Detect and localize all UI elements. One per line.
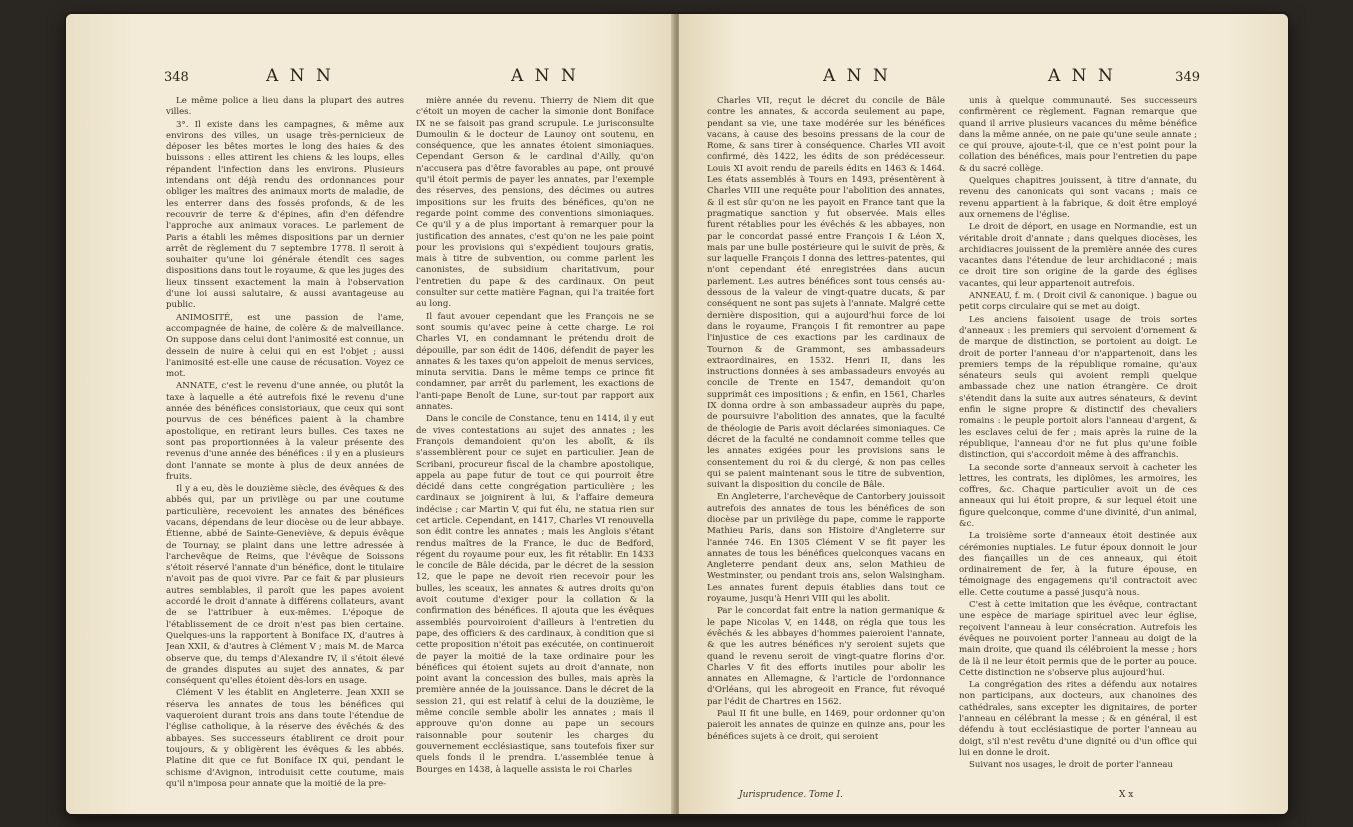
- paragraph: La seconde sorte d'anneaux servoit à cacheter les lettres, les contrats, les diplômes, les armoires, les coffres, &c. Chaque particulier avoit un de ces anneaux qui lui étoit propre, & sur lequel étoit une figure quelconque, comme d'une divinité, d'un animal, &c.: [959, 462, 1197, 529]
- paragraph: ANNEAU, f. m. ( Droit civil & canonique. ) bague ou petit corps circulaire qui se met au doigt.: [959, 291, 1197, 313]
- paragraph: En Angleterre, l'archevêque de Cantorbery jouissoit autrefois des annates de tous les bénéfices de son diocèse par un privilège du pape, comme le rapporte Mathieu Paris, dans son Histoire d'Angleterre sur l'année 746. En 1305 Clément V se fit payer les annates de tous les bénéfices quelconques vacans en Angleterre pendant deux ans, selon Mathieu de Westminster, ou pendant trois ans, selon Walsingham. Les annates furent depuis établies dans tout ce royaume, jusqu'à Henri VIII qui les abolit.: [707, 492, 945, 605]
- paragraph: Dans le concile de Constance, tenu en 1414, il y eut de vives contestations au sujet des annates ; les François demandoient qu'on les abolît, & ils s'assemblèrent pour ce sujet en particulier. Jean de Scribani, procureur fiscal de la chambre apostolique, appela au pape futur de tout ce qui pourroit être décidé dans cette congrégation particulière ; les cardinaux se joignirent à lui, & l'affaire demeura indécise ; car Martin V, qui fut élu, ne statua rien sur cet article. Cependant, en 1417, Charles VI renouvella son édit contre les annates ; mais les Anglois s'étant rendus maîtres de la France, le duc de Bedford, régent du royaume pour eux, les fit rétablir. En 1433 le concile de Bâle décida, par le décret de la session 12, que le pape ne devoit rien recevoir pour les bulles, les sceaux, les annates & autres droits qu'on avoit coutume d'exiger pour la collation & la confirmation des bénéfices. Il ajouta que les évêques assemblés pourvoiroient d'ailleurs à l'entretien du pape, des officiers & des cardinaux, à condition que si cette proposition n'étoit pas exécutée, on continueroit de payer la moitié de la taxe ordinaire pour les bénéfices qui étoient sujets au droit d'annate, non point avant la concession des bulles, mais après la première année de la jouissance. Dans le décret de la session 21, qui est relatif à celui de la douzième, le même concile semble abolir les annates ; mais il approuve qu'on donne au pape un secours raisonnable pour soutenir les charges du gouvernement ecclésiastique, sans toutefois fixer sur quels fonds il le prendra. L'assemblée tenue à Bourges en 1438, à laquelle assista le roi Charles: [416, 414, 654, 775]
- paragraph: Suivant nos usages, le droit de porter l'anneau: [969, 760, 1174, 771]
- left-page-number: 348: [164, 70, 189, 85]
- right-column-2: [959, 96, 1197, 796]
- open-book: [66, 14, 1288, 814]
- left-running-head-1: A N N: [266, 66, 334, 86]
- paragraph: 3°. Il existe dans les campagnes, & même aux environs des villes, un usage très-pernicieux de déposer les bêtes mortes le long des haies & des buissons : elles attirent les chiens & les loups, elles répandent l'infection dans les environs. Plusieurs intendans ont déjà rendu des ordonnances pour obliger les maîtres des animaux morts de maladie, de les enterrer dans des fossés profonds, & de les recouvrir de terre & d'épines, afin d'en défendre l'approche aux animaux voraces. Le parlement de Paris a établi les mêmes dispositions par un dernier arrêt de règlement du 7 septembre 1778. Il seroit à souhaiter qu'une loi générale étendît ces sages dispositions dans tout le royaume, & que les juges des lieux tinssent exactement la main à l'observation d'une loi aussi salutaire, & aussi avantageuse au public.: [166, 119, 404, 311]
- paragraph: Le même police a lieu dans la plupart des autres villes.: [166, 96, 404, 118]
- left-column-1: [166, 96, 404, 796]
- paragraph: C'est à cette imitation que les évêque, contractant une espèce de mariage spirituel avec leur église, reçoivent l'anneau à leur consécration. Autrefois les évêques ne pouvoient porter l'anneau au doigt de la main droite, que quand ils célébroient la messe ; hors de là il ne leur étoit permis que de le porter au pouce. Cette distinction ne s'observe plus aujourd'hui.: [959, 600, 1197, 678]
- right-column-1: [707, 96, 945, 796]
- paragraph: Par le concordat fait entre la nation germanique & le pape Nicolas V, en 1448, on régla que tous les évêchés & les abbayes d'hommes paieroient l'annate, & que les autres bénéfices n'y seroient sujets que quand le revenu seroit de vingt-quatre florins d'or. Charles V fit des efforts inutiles pour abolir les annates en Allemagne, & l'article de l'ordonnance d'Orléans, qui les abrogeoit en France, fut révoqué par l'édit de Chartres en 1562.: [707, 606, 945, 707]
- right-page: [679, 14, 1288, 814]
- paragraph: Paul II fit une bulle, en 1469, pour ordonner qu'on paieroit les annates de quinze en quinze ans, pour les bénéfices sujets à ce droit, qui seroient: [707, 709, 945, 742]
- paragraph: unis à quelque communauté. Ses successeurs confirmèrent ce règlement. Fagnan remarque que quand il arrive plusieurs vacances du même bénéfice dans la même année, on ne paie qu'une seule annate ; ce qui prouve, ajoute-t-il, que ce n'est point pour la collation des bénéfices, mais pour l'entretien du pape & du sacré collège.: [959, 96, 1197, 174]
- paragraph: La congrégation des rites a défendu aux notaires non participans, aux docteurs, aux chanoines des cathédrales, sans excepter les dignitaires, de porter l'anneau en célébrant la messe ; & en général, il est défendu à tout ecclésiastique de porter l'anneau au doigt, s'il n'est revêtu d'une dignité ou d'un office qui lui en donne le droit.: [959, 680, 1197, 758]
- left-column-2: [416, 96, 654, 796]
- paragraph: La troisième sorte d'anneaux étoit destinée aux cérémonies nuptiales. Le futur époux donnoit le jour des fiançailles un de ces anneaux, qui étoit ordinairement de fer, à la future épouse, en témoignage des engagemens qu'il contractoit avec elle. Cette coutume a passé jusqu'à nous.: [959, 531, 1197, 598]
- left-running-head-2: A N N: [511, 66, 579, 86]
- paragraph: Quelques chapitres jouissent, à titre d'annate, du revenu des canonicats qui sont vacans ; mais ce revenu appartient à la fabrique, & doit être employé aux ornemens de l'église.: [959, 176, 1197, 220]
- paragraph: Il y a eu, dès le douzième siècle, des évêques & des abbés qui, par un privilège ou par une coutume particulière, recevoient les annates des bénéfices vacans, dépendans de leur diocèse ou de leur abbaye. Étienne, abbé de Sainte-Geneviève, & depuis évêque de Tournay, se plaint dans une lettre adressée à l'archevêque de Reims, que l'évêque de Soissons s'étoit réservé l'annate d'un bénéfice, dont le titulaire n'avoit pas de quoi vivre. Par ce fait & par plusieurs autres semblables, il paroît que les papes avoient accordé le droit d'annate à différens collateurs, avant de se l'attribuer à eux-mêmes. L'époque de l'établissement de ce droit n'est pas bien certaine. Quelques-uns la rapportent à Boniface IX, d'autres à Jean XXII, & d'autres à Clément V ; mais M. de Marca observe que, du temps d'Alexandre IV, il s'étoit élevé de grandes disputes au sujet des annates, & par conséquent qu'elles étoient dès-lors en usage.: [166, 484, 404, 687]
- left-page: [66, 14, 675, 814]
- right-running-head-1: A N N: [823, 66, 891, 86]
- paragraph: Le droit de déport, en usage en Normandie, est un véritable droit d'annate ; dans quelques diocèses, les archidiacres jouissent de la première année des cures vacantes dans l'étendue de leur archidiaconé ; mais ce droit tire son origine de la garde des églises vacantes, qui leur appartenoit autrefois.: [959, 222, 1197, 289]
- right-running-head-2: A N N: [1048, 66, 1116, 86]
- paragraph: ANIMOSITÉ, est une passion de l'ame, accompagnée de haine, de colère & de malveillance. On suppose dans celui dont l'animosité est connue, un dessein de nuire à celui qui en est l'objet ; aussi l'animosité est-elle une cause de récusation. Voyez ce mot.: [166, 312, 404, 380]
- paragraph: Clément V les établit en Angleterre. Jean XXII se réserva les annates de tous les bénéfices qui vaqueroient durant trois ans dans toute l'étendue de l'église catholique, à la réserve des évêchés & des abbayes. Ses successeurs établirent ce droit pour toujours, & y obligèrent les évêques & les abbés. Platine dit que ce fut Boniface IX qui, pendant le schisme d'Avignon, introduisit cette coutume, mais qu'il n'imposa pour annate que la moitié de la pre-: [166, 688, 404, 789]
- paragraph: Les anciens faisoient usage de trois sortes d'anneaux : les premiers qui servoient d'ornement & de marque de distinction, se portoient au doigt. Le droit de porter l'anneau d'or n'appartenoit, dans les premiers temps de la république romaine, qu'aux sénateurs seuls qui avoient rempli quelque ambassade chez une nation étrangère. Ce droit s'étendit dans la suite aux autres sénateurs, & devint enfin le signe propre & distinctif des chevaliers romains : le peuple portoit alors l'anneau d'argent, & les esclaves celui de fer ; mais après la ruine de la république, l'anneau d'or ne fut plus qu'une foible distinction, qui s'accordoit même à des affranchis.: [959, 314, 1197, 461]
- paragraph: ANNATE, c'est le revenu d'une année, ou plutôt la taxe à laquelle a été autrefois fixé le revenu d'une année des bénéfices consistoriaux, que ceux qui sont pourvus de ces bénéfices paient à la chambre apostolique, en retirant leurs bulles. Ces taxes ne sont pas proportionnées à la valeur présente des revenus d'une année des bénéfices : il y en a plusieurs dont l'annate se monte à plus de deux années de fruits.: [166, 381, 404, 482]
- right-page-number: 349: [1175, 70, 1200, 85]
- paragraph: Charles VII, reçut le décret du concile de Bâle contre les annates, & accorda seulement au pape, pendant sa vie, une taxe modérée sur les bénéfices vacans, à cause des besoins pressans de la cour de Rome, & sans tirer à conséquence. Charles VII avoit confirmé, dès 1422, les édits de son prédécesseur. Louis XI avoit rendu de pareils édits en 1463 & 1464. Les états assemblés à Tours en 1493, présentèrent à Charles VIII une requête pour l'abolition des annates, & il est sûr qu'on ne les payoit en France tant que la pragmatique sanction y fut observée. Mais elles furent rétablies pour les évêchés & les abbayes, non par le concordat passé entre François I & Léon X, mais par une bulle postérieure qui le suivit de près, & sur laquelle François I donna des lettres-patentes, qui n'ont cependant été enregistrées dans aucun parlement. Les autres bénéfices sont tous censés au-dessous de la valeur de vingt-quatre ducats, & par conséquent ne sont pas sujets à l'annate. Malgré cette dernière disposition, qui a aujourd'hui force de loi dans le royaume, François I fit remontrer au pape l'injustice de ces exactions par les cardinaux de Tournon & de Grammont, ses ambassadeurs extraordinaires, en 1532. Henri II, dans les instructions données à ses ambassadeurs envoyés au concile de Trente en 1547, demandoit qu'on supprimât ces impositions ; & enfin, en 1561, Charles IX donna ordre à son ambassadeur auprès du pape, de poursuivre l'abolition des annates, que la faculté de théologie de Paris avoit déclarées simoniaques. Ce décret de la faculté ne condamnoit comme telles que les annates exigées pour les provisions sans le consentement du roi & du clergé, & non pas celles qui se paient maintenant sous le titre de subvention, suivant la disposition du concile de Bâle.: [707, 96, 945, 491]
- signature-mark: X x: [1119, 790, 1134, 800]
- paragraph: mière année du revenu. Thierry de Niem dit que c'étoit un moyen de cacher la simonie dont Boniface IX ne se faisoit pas grand scrupule. Le jurisconsulte Dumoulin & le docteur de Launoy ont soutenu, en conséquence, que les annates étoient simoniaques. Cependant Gerson & le cardinal d'Ailly, qu'on n'accusera pas d'être favorables au pape, ont prouvé qu'il étoit permis de payer les annates, par l'exemple des réserves, des pensions, des décimes ou autres impositions sur les fruits des bénéfices, qu'on ne regarde point comme des conventions simoniaques. Ce qu'il y a de plus important à remarquer pour la justification des annates, c'est qu'on ne les paie point pour les provisions qui s'expédient toujours gratis, mais à titre de subvention, ou comme parlent les canonistes, de subsidium charitativum, pour l'entretien du pape & des cardinaux. On peut consulter sur cette matière Fagnan, qui l'a traitée fort au long.: [416, 96, 654, 310]
- left-page-header: [156, 66, 649, 92]
- right-page-header: [703, 66, 1204, 92]
- page-footer: Jurisprudence. Tome I.: [739, 790, 843, 800]
- paragraph: Il faut avouer cependant que les François ne se sont soumis qu'avec peine à cette charge. Le roi Charles VI, en condamnant le prétendu droit de dépouille, par son édit de 1406, défendit de payer les annates & les taxes qu'on appeloit de menus services, minuta servitia. Dans le même temps ce prince fit condamner, par arrêt du parlement, les exactions de l'anti-pape Benoît de Lune, sur-tout par rapport aux annates.: [416, 311, 654, 413]
